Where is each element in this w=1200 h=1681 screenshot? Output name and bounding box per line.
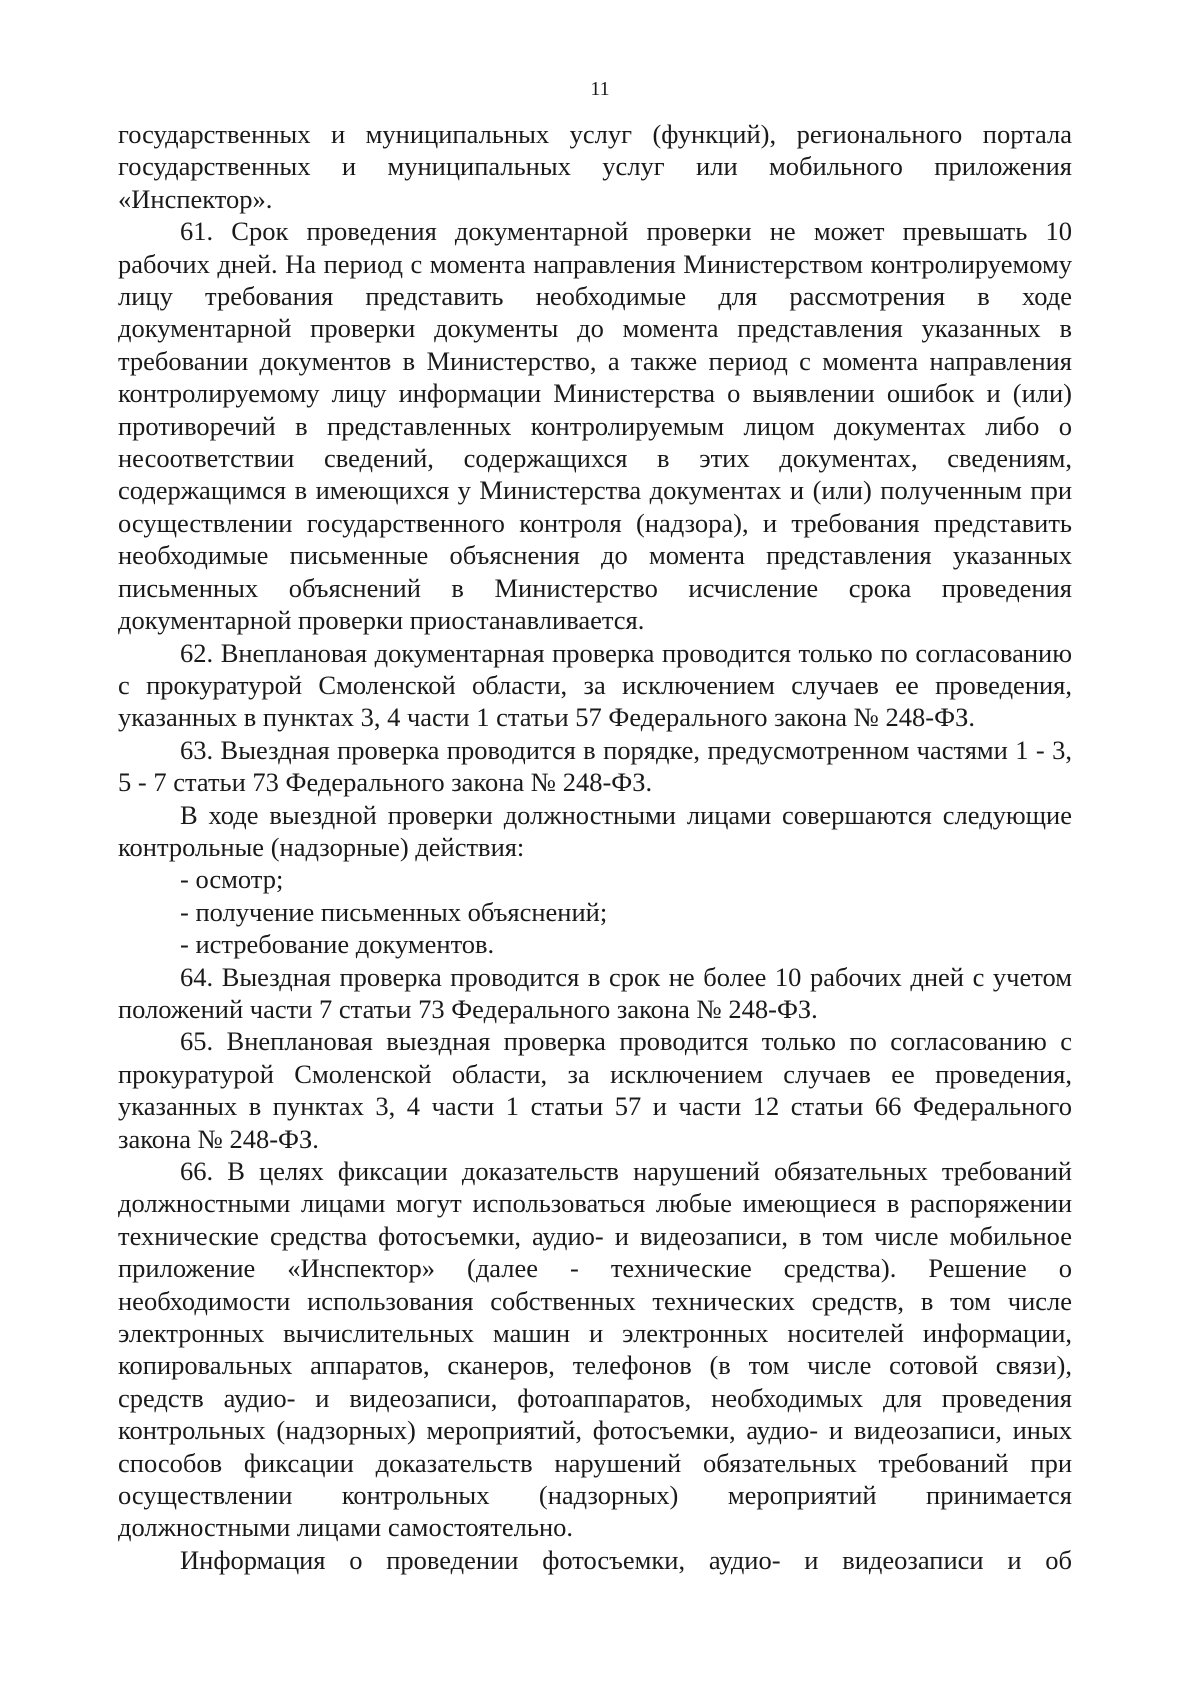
list-item: - получение письменных объяснений; bbox=[180, 896, 608, 927]
paragraph-p-65: 65. Внеплановая выездная проверка проводится только по согласованию с прокуратурой Смоленской области, за исключением случаев ее проведения, указанных в пунктах 3, 4 части 1 статьи 57 и части 12 статьи 66 Федерального закона № 248-ФЗ. bbox=[118, 1026, 1072, 1154]
list-item: - истребование документов. bbox=[180, 929, 495, 960]
paragraph-p-64: 64. Выездная проверка проводится в срок не более 10 рабочих дней с учетом положений части 7 статьи 73 Федерального закона № 248-ФЗ. bbox=[118, 961, 1072, 1024]
list-item: - осмотр; bbox=[180, 864, 284, 895]
paragraph-p-61: 61. Срок проведения документарной проверки не может превышать 10 рабочих дней. На период с момента направления Министерством контролируемому лицу требования представить необходимые для рассмотрения в ходе документарной проверки документы до момента представления указанных в требовании документов в Министерство, а также период с момента направления контролируемому лицу информации Министерства о выявлении ошибок и (или) противоречий в представленных контролируемым лицом документах либо о несоответствии сведений, содержащихся в этих документах, сведениям, содержащимся в имеющихся у Министерства документах и (или) полученным при осуществлении государственного контроля (надзора), и требования представить необходимые письменные объяснения до момента представления указанных письменных объяснений в Министерство исчисление срока проведения документарной проверки приостанавливается. bbox=[118, 216, 1072, 636]
document-body bbox=[118, 118, 1072, 1576]
paragraph-p-62: 62. Внеплановая документарная проверка проводится только по согласованию с прокуратурой Смоленской области, за исключением случаев ее проведения, указанных в пунктах 3, 4 части 1 статьи 57 Федерального закона № 248-ФЗ. bbox=[118, 637, 1072, 733]
paragraph-p-intro: государственных и муниципальных услуг (функций), регионального портала государственных и муниципальных услуг или мобильного приложения «Инспектор». bbox=[118, 119, 1072, 214]
paragraph-p-63: 63. Выездная проверка проводится в порядке, предусмотренном частями 1 - 3, 5 - 7 статьи 73 Федерального закона № 248-ФЗ. bbox=[118, 734, 1072, 798]
page-number: 11 bbox=[590, 78, 610, 100]
paragraph-p-63-actions: В ходе выездной проверки должностными лицами совершаются следующие контрольные (надзорные) действия: bbox=[118, 799, 1072, 862]
paragraph-p-66: 66. В целях фиксации доказательств нарушений обязательных требований должностными лицами могут использоваться любые имеющиеся в распоряжении технические средства фотосъемки, аудио- и видеозаписи, в том числе мобильное приложение «Инспектор» (далее - технические средства). Решение о необходимости использования собственных технических средств, в том числе электронных вычислительных машин и электронных носителей информации, копировальных аппаратов, сканеров, телефонов (в том числе сотовой связи), средств аудио- и видеозаписи, фотоаппаратов, необходимых для проведения контрольных (надзорных) мероприятий, фотосъемки, аудио- и видеозаписи, иных способов фиксации доказательств нарушений обязательных требований при осуществлении контрольных (надзорных) мероприятий принимается должностными лицами самостоятельно. bbox=[118, 1156, 1072, 1543]
paragraph-p-66-info: Информация о проведении фотосъемки, аудио- и видеозаписи и об bbox=[180, 1544, 1072, 1575]
